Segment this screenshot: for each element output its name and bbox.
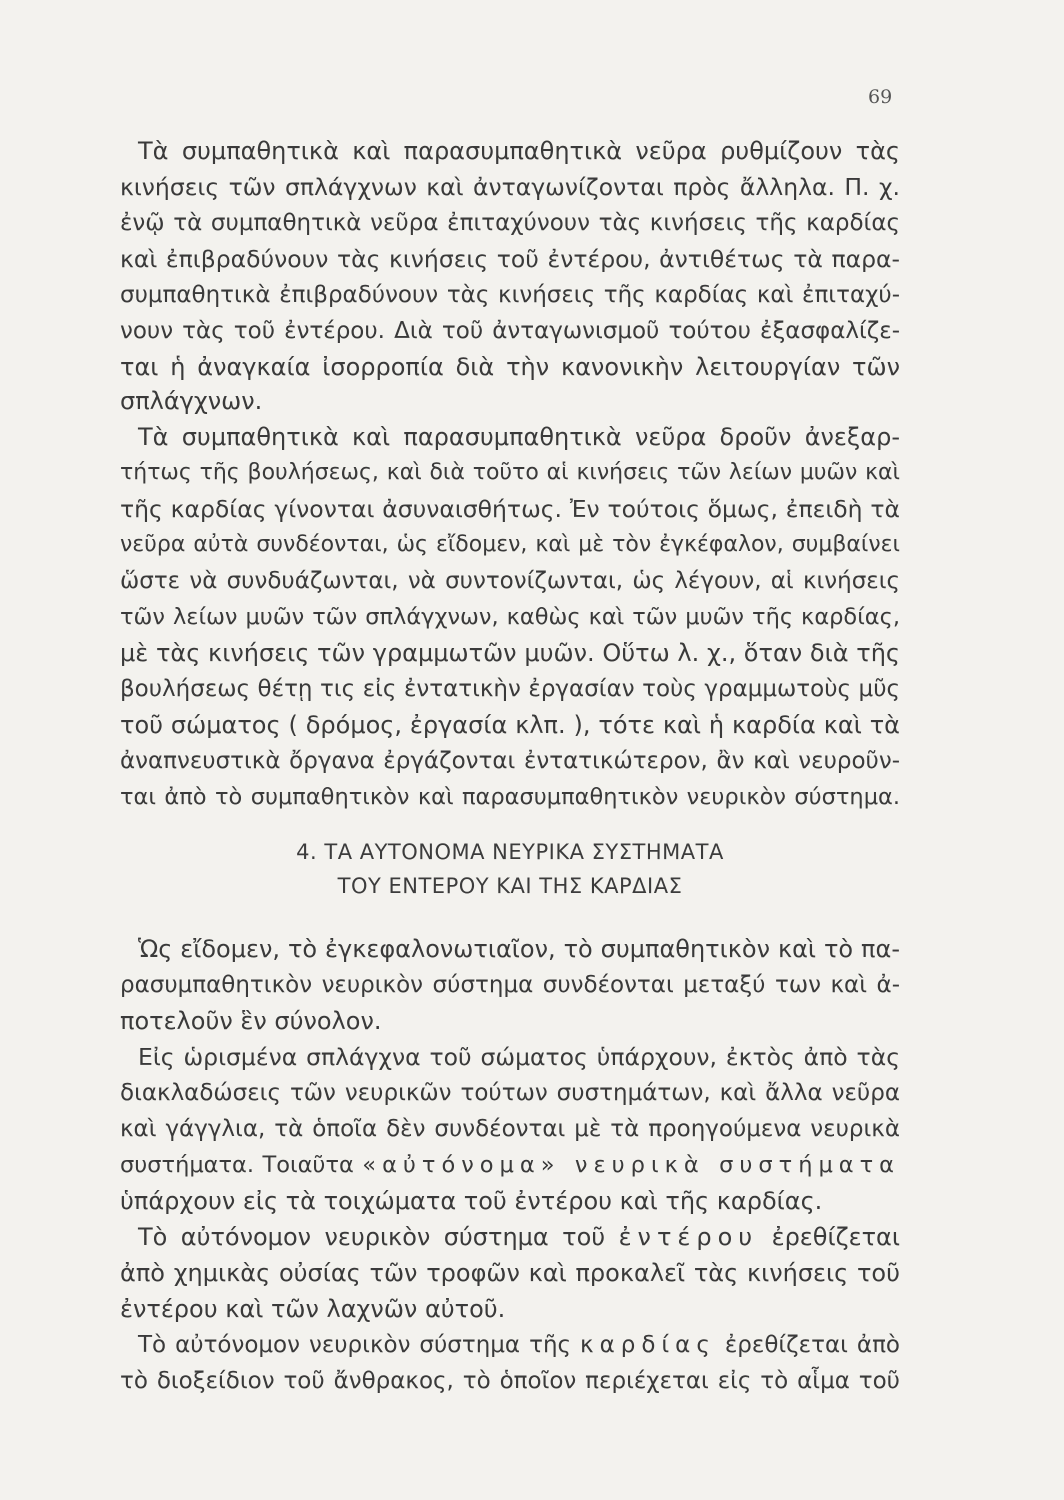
paragraph-line: διακλαδώσεις τῶν νευρικῶν τούτων συστημάτων, καὶ ἄλλα νεῦρα <box>120 1080 900 1106</box>
paragraph-line: ται ἡ ἀναγκαία ἰσορροπία διὰ τὴν κανονικὴν λειτουργίαν τῶν <box>120 353 900 381</box>
paragraph-line: ἀπὸ χημικὰς οὐσίας τῶν τροφῶν καὶ προκαλεῖ τὰς κινήσεις τοῦ <box>120 1259 900 1287</box>
section-heading-line1: 4. ΤΑ ΑΥΤΟΝΟΜΑ ΝΕΥΡΙΚΑ ΣΥΣΤΗΜΑΤΑ <box>296 840 724 864</box>
paragraph-line: ποτελοῦν ἓν σύνολον. <box>120 1007 382 1035</box>
paragraph-line: συμπαθητικὰ ἐπιβραδύνουν τὰς κινήσεις τῆς καρδίας καὶ ἐπιταχύ- <box>120 282 900 308</box>
paragraph-line: βουλήσεως θέτῃ τις εἰς ἐντατικὴν ἐργασίαν τοὺς γραμμωτοὺς μῦς <box>120 676 900 702</box>
paragraph-line: τῶν λείων μυῶν τῶν σπλάγχνων, καθὼς καὶ τῶν μυῶν τῆς καρδίας, <box>120 604 900 630</box>
paragraph-line: σπλάγχνων. <box>120 387 263 415</box>
section-heading-line2: ΤΟΥ ΕΝΤΕΡΟΥ ΚΑΙ ΤΗΣ ΚΑΡΔΙΑΣ <box>337 874 683 898</box>
paragraph-line: καὶ γάγγλια, τὰ ὁποῖα δὲν συνδέονται μὲ τὰ προηγούμενα νευρικὰ <box>120 1116 900 1142</box>
paragraph-line: τοῦ σώματος ( δρόμος, ἐργασία κλπ. ), τότε καὶ ἡ καρδία καὶ τὰ <box>120 711 900 739</box>
paragraph-line: τήτως τῆς βουλήσεως, καὶ διὰ τοῦτο αἱ κινήσεις τῶν λείων μυῶν καὶ <box>120 460 900 485</box>
page-number: 69 <box>868 86 893 108</box>
paragraph-line: τὸ διοξείδιον τοῦ ἄνθρακος, τὸ ὁποῖον περιέχεται εἰς τὸ αἷμα τοῦ <box>120 1368 900 1394</box>
paragraph-line: Εἰς ὡρισμένα σπλάγχνα τοῦ σώματος ὑπάρχουν, ἐκτὸς ἀπὸ τὰς <box>138 1043 900 1071</box>
paragraph-line: τῆς καρδίας γίνονται ἀσυναισθήτως. Ἐν τούτοις ὅμως, ἐπειδὴ τὰ <box>120 495 900 523</box>
paragraph-line: καὶ ἐπιβραδύνουν τὰς κινήσεις τοῦ ἐντέρου, ἀντιθέτως τὰ παρα- <box>120 245 900 273</box>
paragraph-line: ἐνῷ τὰ συμπαθητικὰ νεῦρα ἐπιταχύνουν τὰς κινήσεις τῆς καρδίας <box>120 210 900 236</box>
paragraph-line: Τὰ συμπαθητικὰ καὶ παρασυμπαθητικὰ νεῦρα δροῦν ἀνεξαρ- <box>138 423 900 451</box>
paragraph-line: Ὡς εἴδομεν, τὸ ἐγκεφαλονωτιαῖον, τὸ συμπαθητικὸν καὶ τὸ πα- <box>138 935 900 963</box>
paragraph-line: ὑπάρχουν εἰς τὰ τοιχώματα τοῦ ἐντέρου καὶ τῆς καρδίας. <box>120 1187 823 1215</box>
paragraph-line: ἀναπνευστικὰ ὄργανα ἐργάζονται ἐντατικώτερον, ἂν καὶ νευροῦν- <box>120 748 900 774</box>
emphasized-text: «αὐτόνομα» νευρικὰ συστήματα <box>362 1152 900 1178</box>
paragraph-line: μὲ τὰς κινήσεις τῶν γραμμωτῶν μυῶν. Οὕτω λ. χ., ὅταν διὰ τῆς <box>120 639 900 667</box>
paragraph-line: κινήσεις τῶν σπλάγχνων καὶ ἀνταγωνίζονται πρὸς ἄλληλα. Π. χ. <box>120 173 900 201</box>
paragraph-line: ται ἀπὸ τὸ συμπαθητικὸν καὶ παρασυμπαθητικὸν νευρικὸν σύστημα. <box>120 784 900 810</box>
paragraph-line <box>138 1327 900 1363</box>
paragraph-line: ρασυμπαθητικὸν νευρικὸν σύστημα συνδέονται μεταξύ των καὶ ἀ- <box>120 972 900 998</box>
paragraph-line: Τὰ συμπαθητικὰ καὶ παρασυμπαθητικὰ νεῦρα ρυθμίζουν τὰς <box>138 137 900 165</box>
emphasized-text: ἐντέρου <box>618 1223 759 1251</box>
paragraph-line: νουν τὰς τοῦ ἐντέρου. Διὰ τοῦ ἀνταγωνισμοῦ τούτου ἐξασφαλίζε- <box>120 318 900 344</box>
paragraph-line: ἐντέρου καὶ τῶν λαχνῶν αὐτοῦ. <box>120 1295 506 1323</box>
paragraph-line <box>138 1219 900 1255</box>
paragraph-line <box>120 1147 900 1183</box>
paragraph-line: νεῦρα αὐτὰ συνδέονται, ὡς εἴδομεν, καὶ μὲ τὸν ἐγκέφαλον, συμβαίνει <box>120 532 900 557</box>
paragraph-line: ὥστε νὰ συνδυάζωνται, νὰ συντονίζωνται, ὡς λέγουν, αἱ κινήσεις <box>120 568 900 594</box>
text-run: ἐρεθίζεται <box>758 1223 900 1251</box>
text-run: ἐρεθίζεται ἀπὸ <box>715 1332 900 1358</box>
text-run: συστήματα. Τοιαῦτα <box>120 1152 363 1178</box>
text-run: Τὸ αὐτόνομον νευρικὸν σύστημα τοῦ <box>138 1223 619 1251</box>
text-run: Τὸ αὐτόνομον νευρικὸν σύστημα τῆς <box>138 1332 581 1358</box>
emphasized-text: καρδίας <box>580 1332 716 1358</box>
